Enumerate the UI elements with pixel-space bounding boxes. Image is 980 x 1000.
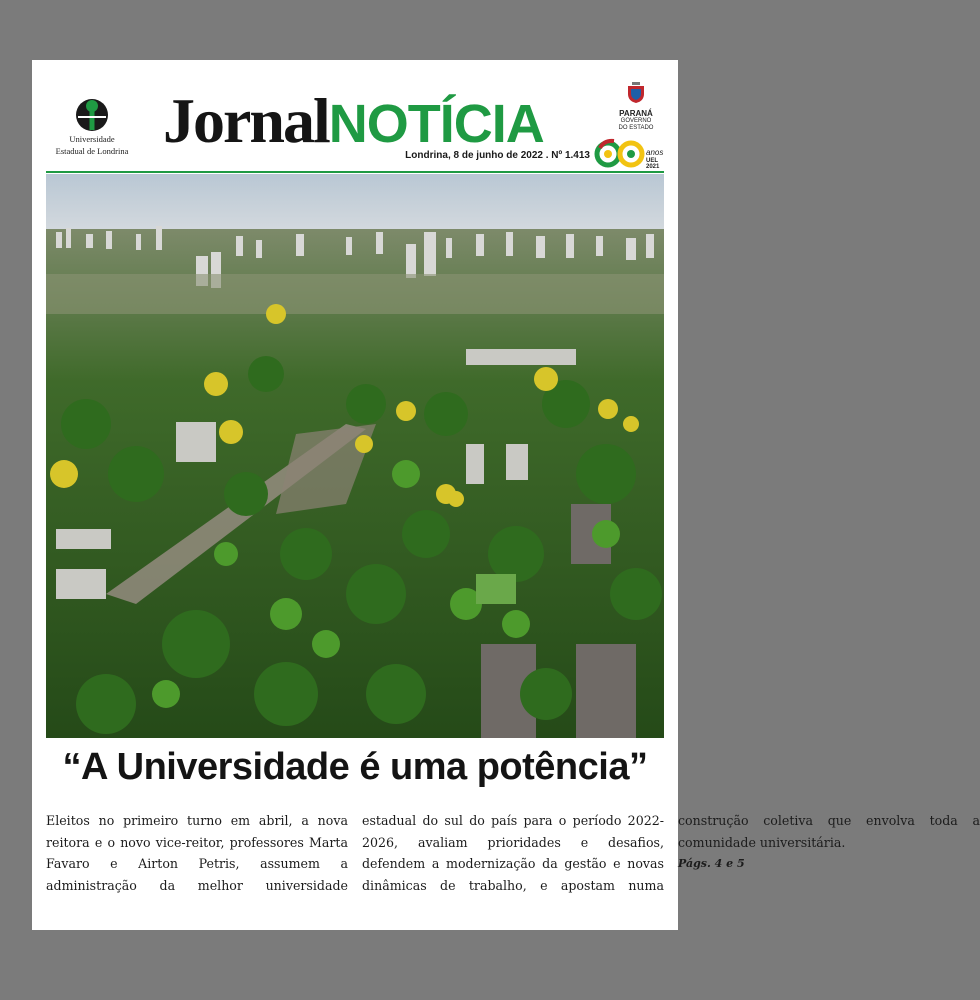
lead-article-text: Eleitos no primeiro turno em abril, a nova reitora e o novo vice-reitor, professores Marta Favaro e Airton Petris, assumem a administração da melhor universidade estadual do sul do país para o período 2022-2026, avaliam prioridades e desafios, defendem a modernização da gestão e novas dinâmicas de trabalho, e apostam numa construção coletiva que envolva toda a comunidade universitária.	[46, 813, 980, 893]
lead-article	[46, 810, 980, 910]
uel-60-years-logo	[596, 138, 666, 168]
masthead-jornal: Jornal	[163, 85, 329, 156]
page-reference: Págs. 4 e 5	[678, 857, 745, 870]
university-name-line2: Estadual de Londrina	[55, 146, 129, 156]
university-name-line1: Universidade	[69, 134, 115, 144]
masthead-rule	[46, 171, 664, 173]
dateline: Londrina, 8 de junho de 2022 . Nº 1.413	[405, 150, 590, 161]
parana-government-logo	[608, 82, 664, 132]
parana-coat-of-arms-icon	[626, 82, 646, 104]
headline: “A Universidade é uma potência”	[62, 746, 648, 788]
university-logo	[44, 98, 140, 156]
gov-line2: DO ESTADO	[618, 125, 654, 131]
masthead-noticia: NOTÍCIA	[328, 94, 544, 154]
newspaper-front-page	[32, 60, 980, 930]
sixty-years-icon	[596, 138, 646, 168]
gov-state-name: PARANÁ	[619, 109, 653, 118]
uel-emblem-icon	[74, 98, 110, 132]
gov-line1: GOVERNO	[620, 118, 652, 124]
anniversary-anos: anos	[646, 148, 664, 157]
campus-aerial-photo	[46, 174, 664, 738]
anniversary-uel: UEL 2021	[646, 158, 660, 170]
masthead	[163, 86, 544, 156]
